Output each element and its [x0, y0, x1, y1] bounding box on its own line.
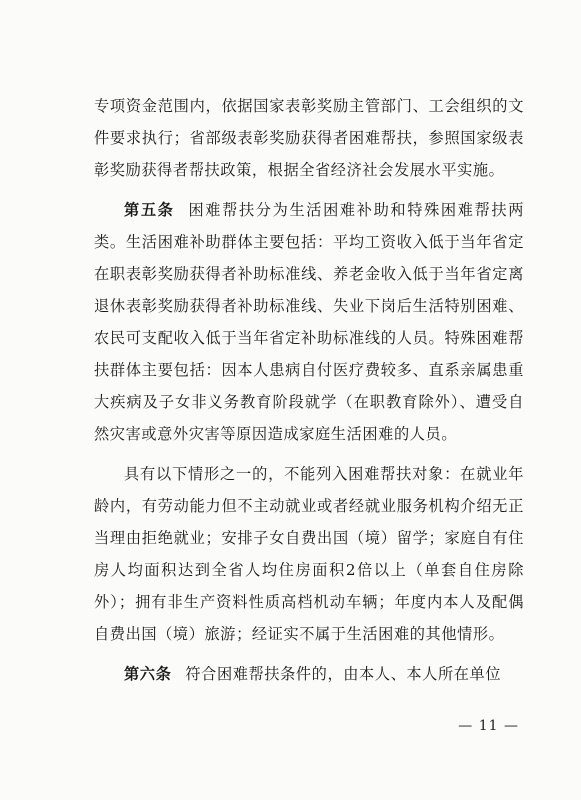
- paragraph-continuation: 专项资金范围内，依据国家表彰奖励主管部门、工会组织的文件要求执行；省部级表彰奖励获得者困难帮扶，参照国家级表彰奖励获得者帮扶政策，根据全省经济社会发展水平实施。: [94, 97, 524, 179]
- article-6-label: 第六条: [124, 665, 172, 683]
- page-number: — 11 —: [458, 718, 519, 734]
- document-body: [94, 90, 524, 690]
- paragraph-article-6: [94, 658, 524, 690]
- paragraph-exclusions: 具有以下情形之一的，不能列入困难帮扶对象：在就业年龄内，有劳动能力但不主动就业或者经就业服务机构介绍无正当理由拒绝就业；安排子女自费出国（境）留学；家庭自有住房人均面积达到全省人均住房面积2倍以上（单套自住房除外）；拥有非生产资料性质高档机动车辆；年度内本人及配偶自费出国（境）旅游；经证实不属于生活困难的其他情形。: [94, 465, 524, 643]
- article-5-text: 困难帮扶分为生活困难补助和特殊困难帮扶两类。生活困难补助群体主要包括：平均工资收入低于当年省定在职表彰奖励获得者补助标准线、养老金收入低于当年省定离退休表彰奖励获得者补助标准线、失业下岗后生活特别困难、农民可支配收入低于当年省定补助标准线的人员。特殊困难帮扶群体主要包括：因本人患病自付医疗费较多、直系亲属患重大疾病及子女非义务教育阶段就学（在职教育除外）、遭受自然灾害或意外灾害等原因造成家庭生活困难的人员。: [94, 201, 524, 443]
- paragraph-article-5: [94, 194, 524, 450]
- article-5-label: 第五条: [124, 201, 175, 219]
- article-6-text: 符合困难帮扶条件的，由本人、本人所在单位: [185, 665, 502, 683]
